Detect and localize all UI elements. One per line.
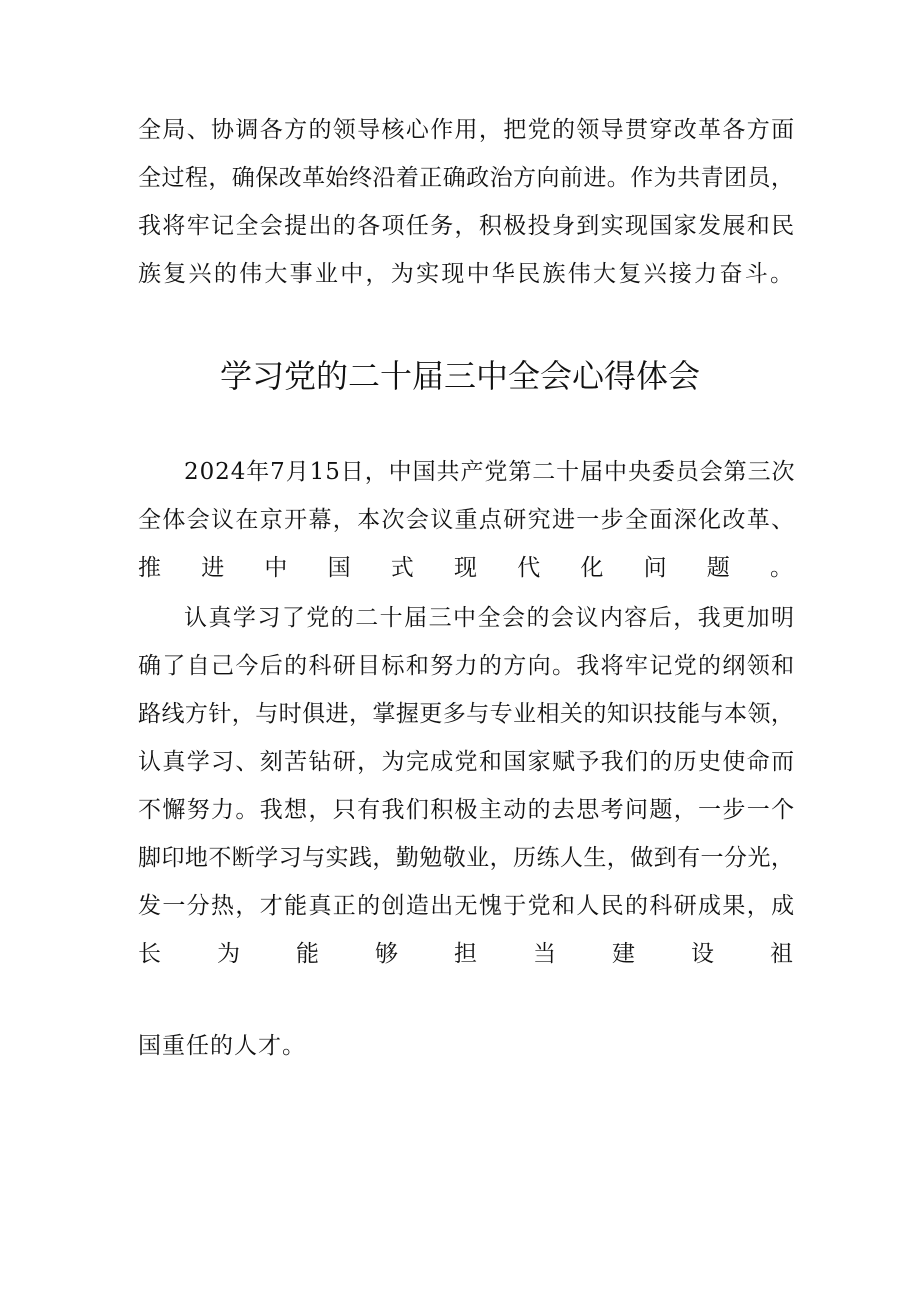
- text-line: 推进中国式现代化问题。: [138, 555, 794, 581]
- paragraph-date-intro: [138, 448, 794, 592]
- text-line: 认真学习、刻苦钻研，为完成党和国家赋予我们的历史使命而: [138, 749, 796, 775]
- text-line: 2024年7月15日，中国共产党第二十届中央委员会第三次: [184, 459, 796, 485]
- page-title: 学习党的二十届三中全会心得体会: [219, 357, 700, 395]
- text-line: 路线方针，与时俱进，掌握更多与专业相关的知识技能与本领，: [138, 701, 795, 727]
- text-line: 全局、协调各方的领导核心作用，把党的领导贯穿改革各方面: [138, 117, 796, 143]
- text-line: 我将牢记全会提出的各项任务，积极投身到实现国家发展和民: [138, 213, 796, 239]
- text-line: 族复兴的伟大事业中，为实现中华民族伟大复兴接力奋斗。: [138, 261, 794, 287]
- text-line: 发一分热，才能真正的创造出无愧于党和人民的科研成果，成: [138, 893, 796, 919]
- text-line: 确了自己今后的科研目标和努力的方向。我将牢记党的纲领和: [138, 653, 796, 679]
- text-line: 全体会议在京开幕，本次会议重点研究进一步全面深化改革、: [138, 507, 796, 533]
- paragraph-conclusion: [138, 1022, 794, 1070]
- text-line: 不懈努力。我想，只有我们积极主动的去思考问题，一步一个: [138, 797, 796, 823]
- text-line: 脚印地不断学习与实践，勤勉敬业，历练人生，做到有一分光，: [138, 845, 795, 871]
- text-line: 认真学习了党的二十届三中全会的会议内容后，我更加明: [184, 605, 796, 631]
- text-line: 国重任的人才。: [138, 1033, 306, 1059]
- text-line: 长为能够担当建设祖: [138, 941, 794, 967]
- paragraph-study-reflection: [138, 594, 794, 978]
- text-line: 全过程，确保改革始终沿着正确政治方向前进。作为共青团员，: [138, 165, 795, 191]
- continuation-paragraph: [138, 106, 794, 298]
